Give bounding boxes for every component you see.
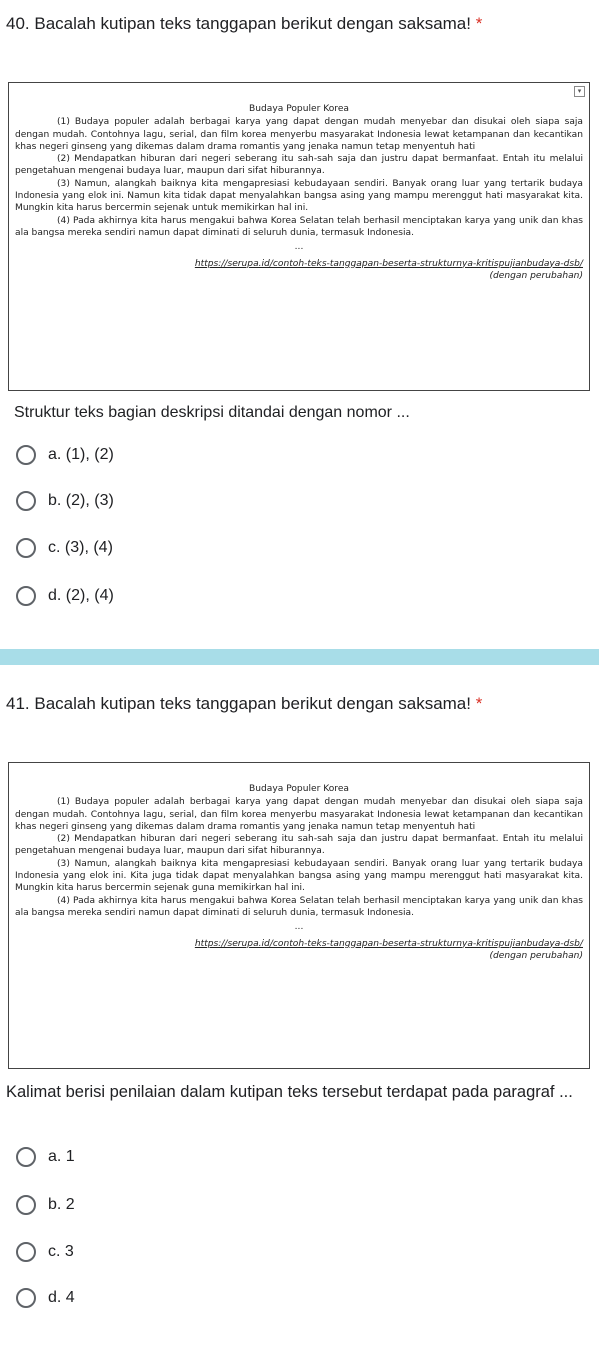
passage-paragraph: (2) Mendapatkan hiburan dari negeri seberang itu sah-sah saja dan justru dapat bermanfaat. Entah itu melalui pengetahuan mengenai budaya luar, maupun dari sifat hiburannya.	[15, 154, 583, 177]
required-asterisk: *	[475, 694, 483, 713]
radio-button[interactable]	[16, 1242, 36, 1262]
question-41-prompt: Kalimat berisi penilaian dalam kutipan teks tersebut terdapat pada paragraf ...	[6, 1083, 573, 1101]
radio-button[interactable]	[16, 1147, 36, 1167]
chevron-down-icon[interactable]: ▾	[574, 86, 585, 97]
passage-paragraph: (3) Namun, alangkah baiknya kita mengapresiasi kebudayaan sendiri. Banyak orang luar yang tertarik budaya Indonesia yang elok ini. Kita juga tidak dapat menyalahkan bangsa asing yang mampu merenggut hati masyarakat kita. Mungkin kita harus bercermin sejenak guna memikirkan hal ini.	[15, 858, 583, 894]
option-c[interactable]	[16, 536, 113, 560]
radio-button[interactable]	[16, 538, 36, 558]
option-b[interactable]	[16, 489, 114, 513]
section-divider	[0, 649, 599, 665]
radio-button[interactable]	[16, 586, 36, 606]
passage-paragraph: (1) Budaya populer adalah berbagai karya yang dapat dengan mudah menyebar dan disukai oleh siapa saja dengan mudah. Contohnya lagu, serial, dan film korea menyerbu masyarakat Indonesia lewat ketampanan dan kecantikan khas negeri ginseng yang dikemas dalam drama romantis yang jenaka namun tetap menyentuh hati	[15, 797, 583, 832]
option-d[interactable]	[16, 584, 114, 608]
passage-image-40	[8, 82, 590, 391]
option-d[interactable]	[16, 1286, 75, 1310]
passage-title: Budaya Populer Korea	[249, 104, 349, 114]
option-label: b. 2	[48, 1196, 75, 1213]
option-label: a. 1	[48, 1148, 75, 1165]
passage-paragraph: (4) Pada akhirnya kita harus mengakui bahwa Korea Selatan telah berhasil menciptakan karya yang unik dan khas ala bangsa mereka sendiri namun dapat diminati di seluruh dunia, termasuk Indonesia.	[15, 895, 583, 918]
passage-ellipsis: ...	[294, 922, 304, 933]
passage-source: https://serupa.id/contoh-teks-tanggapan-beserta-strukturnya-kritispujianbudaya-dsb/	[194, 258, 583, 269]
passage-source: https://serupa.id/contoh-teks-tanggapan-beserta-strukturnya-kritispujianbudaya-dsb/	[194, 938, 583, 949]
option-c[interactable]	[16, 1240, 74, 1264]
radio-button[interactable]	[16, 1195, 36, 1215]
option-label: d. 4	[48, 1289, 75, 1306]
option-a[interactable]	[16, 1145, 75, 1169]
passage-paragraph: (4) Pada akhirnya kita harus mengakui bahwa Korea Selatan telah berhasil menciptakan karya yang unik dan khas ala bangsa mereka sendiri namun dapat diminati di seluruh dunia, termasuk Indonesia.	[15, 215, 583, 238]
passage-title: Budaya Populer Korea	[249, 784, 349, 794]
option-label: d. (2), (4)	[48, 587, 114, 604]
option-label: c. (3), (4)	[48, 539, 113, 556]
passage-image-41	[8, 762, 590, 1069]
radio-button[interactable]	[16, 491, 36, 511]
radio-button[interactable]	[16, 1288, 36, 1308]
option-a[interactable]	[16, 443, 114, 467]
question-41-title: 41. Bacalah kutipan teks tanggapan berikut dengan saksama! *	[6, 694, 483, 713]
required-asterisk: *	[475, 14, 483, 33]
radio-button[interactable]	[16, 445, 36, 465]
passage-note: (dengan perubahan)	[489, 950, 583, 961]
option-b[interactable]	[16, 1193, 75, 1217]
question-40-title: 40. Bacalah kutipan teks tanggapan berikut dengan saksama! *	[6, 14, 483, 33]
option-label: a. (1), (2)	[48, 446, 114, 463]
passage-paragraph: (2) Mendapatkan hiburan dari negeri seberang itu sah-sah saja dan justru dapat bermanfaat. Entah itu melalui pengetahuan mengenai budaya luar, maupun dari sifat hiburannya.	[15, 834, 583, 857]
option-label: c. 3	[48, 1243, 74, 1260]
option-label: b. (2), (3)	[48, 492, 114, 509]
question-40-prompt: Struktur teks bagian deskripsi ditandai dengan nomor ...	[14, 404, 410, 421]
passage-ellipsis: ...	[294, 242, 304, 253]
passage-paragraph: (3) Namun, alangkah baiknya kita mengapresiasi kebudayaan sendiri. Banyak orang luar yang tertarik budaya Indonesia yang elok ini. Namun kita tidak dapat menyalahkan bangsa asing yang mampu merenggut hati masyarakat kita. Mungkin kita harus bercermin sejenak untuk memikirkan hal ini.	[15, 178, 583, 214]
passage-note: (dengan perubahan)	[489, 270, 583, 281]
passage-paragraph: (1) Budaya populer adalah berbagai karya yang dapat dengan mudah menyebar dan disukai oleh siapa saja dengan mudah. Contohnya lagu, serial, dan film korea menyerbu masyarakat Indonesia lewat ketampanan dan kecantikan khas negeri ginseng yang dikemas dalam drama romantis yang jenaka namun tetap menyentuh hati	[15, 117, 583, 152]
